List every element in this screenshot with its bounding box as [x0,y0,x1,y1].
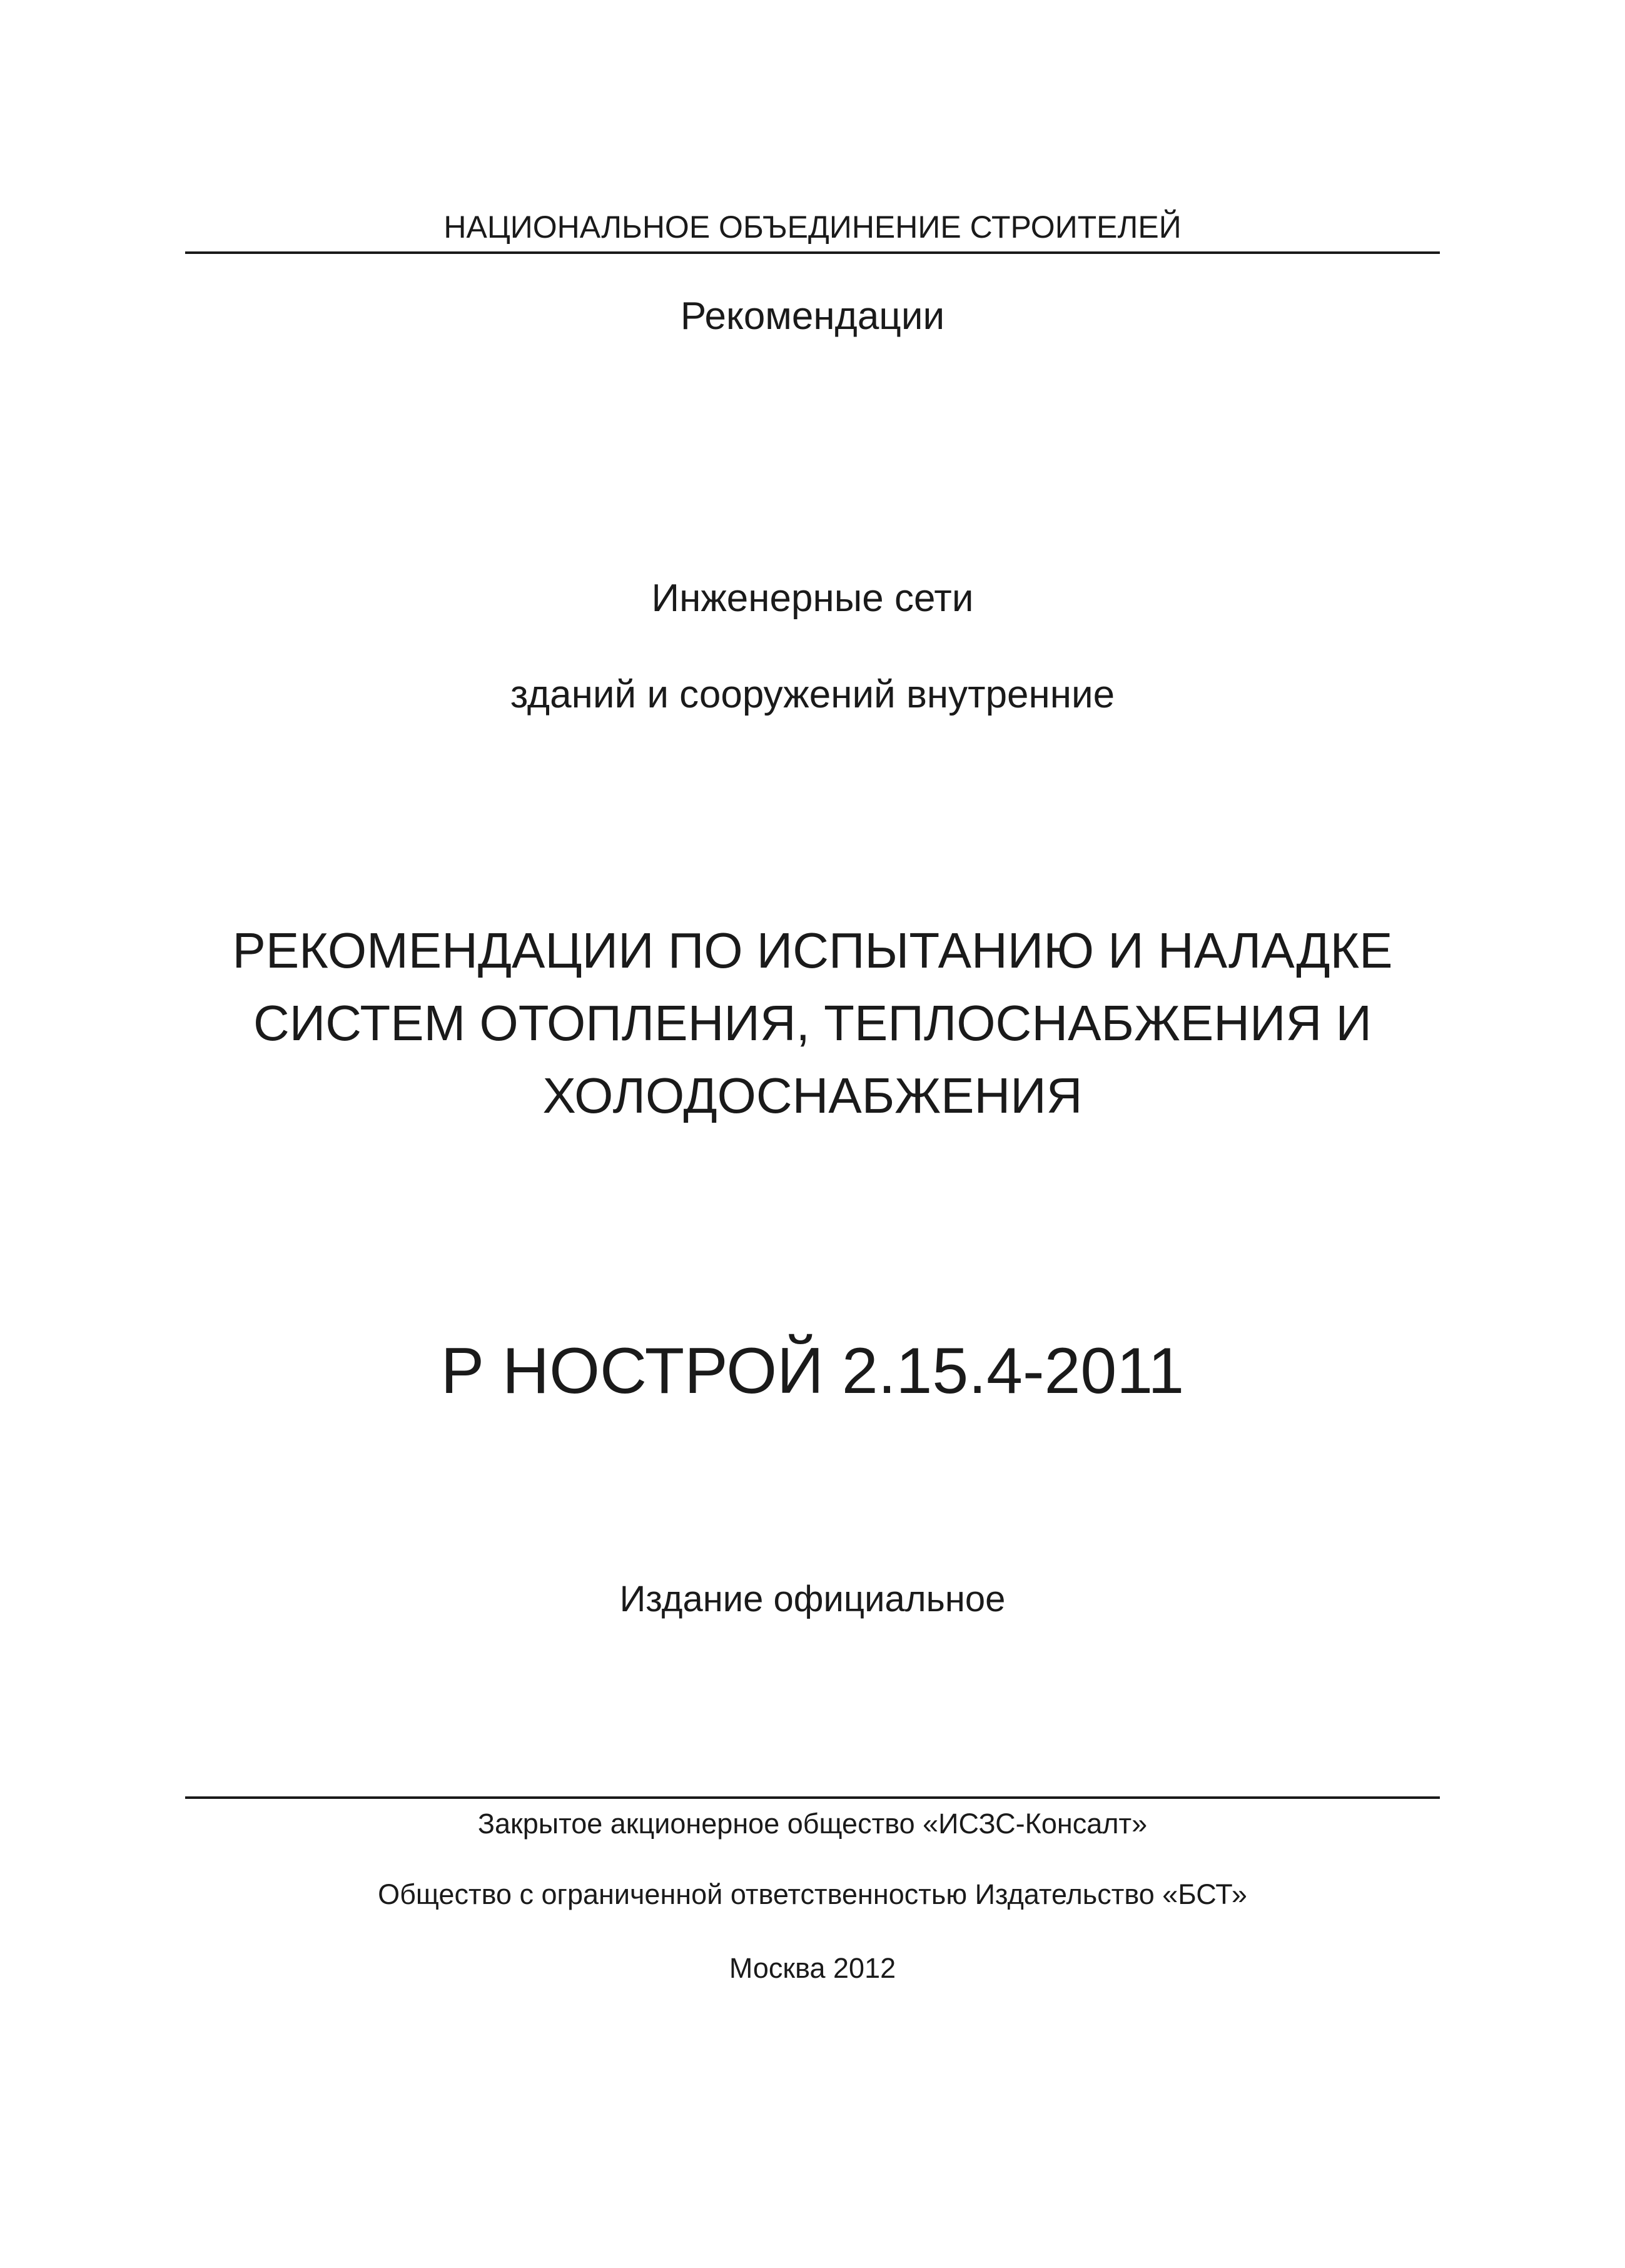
title-line-3: ХОЛОДОСНАБЖЕНИЯ [542,1068,1083,1123]
publisher-2: Общество с ограниченной ответственностью Издательство «БСТ» [378,1878,1247,1910]
title-line-2: СИСТЕМ ОТОПЛЕНИЯ, ТЕПЛОСНАБЖЕНИЯ И [253,995,1372,1051]
place-year: Москва 2012 [729,1952,896,1984]
organization-header: НАЦИОНАЛЬНОЕ ОБЪЕДИНЕНИЕ СТРОИТЕЛЕЙ [443,210,1182,245]
subject-line-1: Инженерные сети [651,577,974,620]
top-rule [185,251,1440,254]
edition-label: Издание официальное [619,1579,1006,1619]
document-title [0,914,1625,1132]
subject-line-2: зданий и сооружений внутренние [510,673,1115,716]
publisher-1: Закрытое акционерное общество «ИСЗС-Консалт» [477,1808,1148,1840]
bottom-rule [185,1796,1440,1799]
document-kind: Рекомендации [680,295,945,338]
document-code: Р НОСТРОЙ 2.15.4-2011 [440,1335,1185,1407]
title-line-1: РЕКОМЕНДАЦИИ ПО ИСПЫТАНИЮ И НАЛАДКЕ [232,923,1393,978]
